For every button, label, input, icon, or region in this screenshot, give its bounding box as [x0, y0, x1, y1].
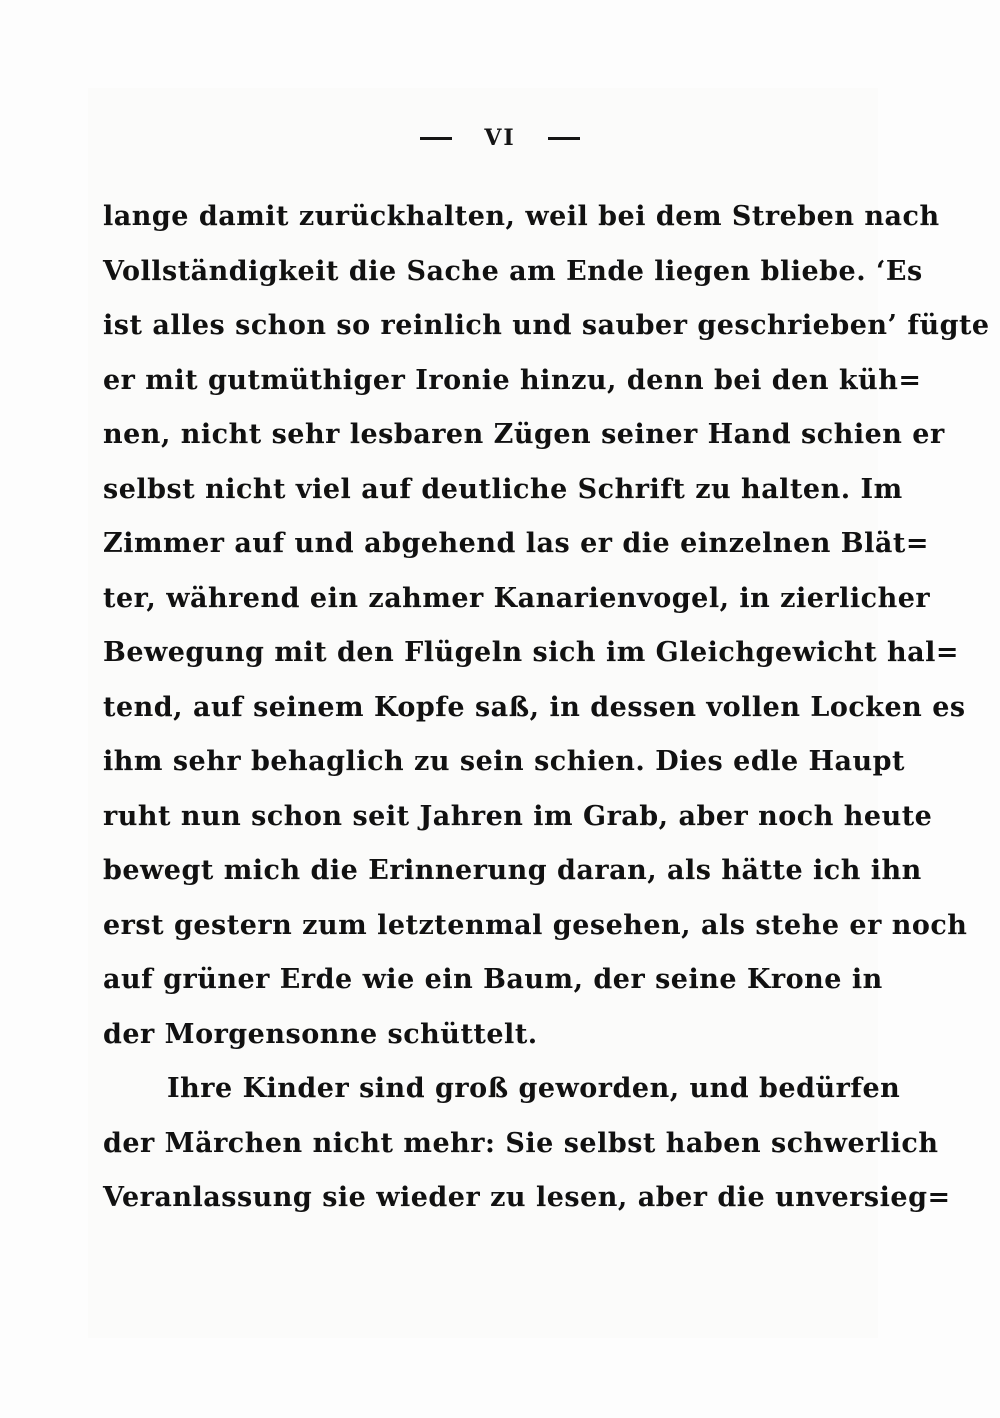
text-line: ter, während ein zahmer Kanarienvogel, in zierlicher: [103, 582, 931, 614]
text-line: bewegt mich die Erinnerung daran, als hätte ich ihn: [103, 855, 922, 886]
body-text: [103, 190, 990, 1226]
header-right-dash: [548, 137, 580, 140]
text-line: lange damit zurückhalten, weil bei dem Streben nach: [103, 201, 940, 232]
header-left-dash: [420, 137, 452, 140]
page-header: [0, 112, 1000, 162]
text-line: der Märchen nicht mehr: Sie selbst haben schwerlich: [103, 1127, 939, 1159]
text-line: nen, nicht sehr lesbaren Zügen seiner Hand schien er: [103, 419, 945, 450]
paragraph-start-line: Ihre Kinder sind groß geworden, und bedürfen: [167, 1073, 901, 1104]
text-line: ist alles schon so reinlich und sauber geschrieben’ fügte: [103, 310, 990, 341]
text-line: er mit gutmüthiger Ironie hinzu, denn bei den küh=: [103, 364, 922, 396]
text-line: erst gestern zum letztenmal gesehen, als stehe er noch: [103, 909, 968, 941]
text-line: Bewegung mit den Flügeln sich im Gleichgewicht hal=: [103, 637, 960, 668]
text-line: auf grüner Erde wie ein Baum, der seine Krone in: [103, 964, 883, 995]
text-line: ruht nun schon seit Jahren im Grab, aber noch heute: [103, 800, 933, 832]
text-line: Vollständigkeit die Sache am Ende liegen bliebe. ‘Es: [103, 255, 923, 287]
text-line: tend, auf seinem Kopfe saß, in dessen vollen Locken es: [103, 691, 966, 723]
page-number: VI: [484, 125, 516, 151]
text-line: ihm sehr behaglich zu sein schien. Dies edle Haupt: [103, 746, 906, 777]
text-line: selbst nicht viel auf deutliche Schrift zu halten. Im: [103, 473, 903, 505]
text-line: Veranlassung sie wieder zu lesen, aber die unversieg=: [103, 1182, 951, 1213]
paragraph-end-line: der Morgensonne schüttelt.: [103, 1018, 538, 1050]
text-line: Zimmer auf und abgehend las er die einzelnen Blät=: [103, 528, 929, 559]
